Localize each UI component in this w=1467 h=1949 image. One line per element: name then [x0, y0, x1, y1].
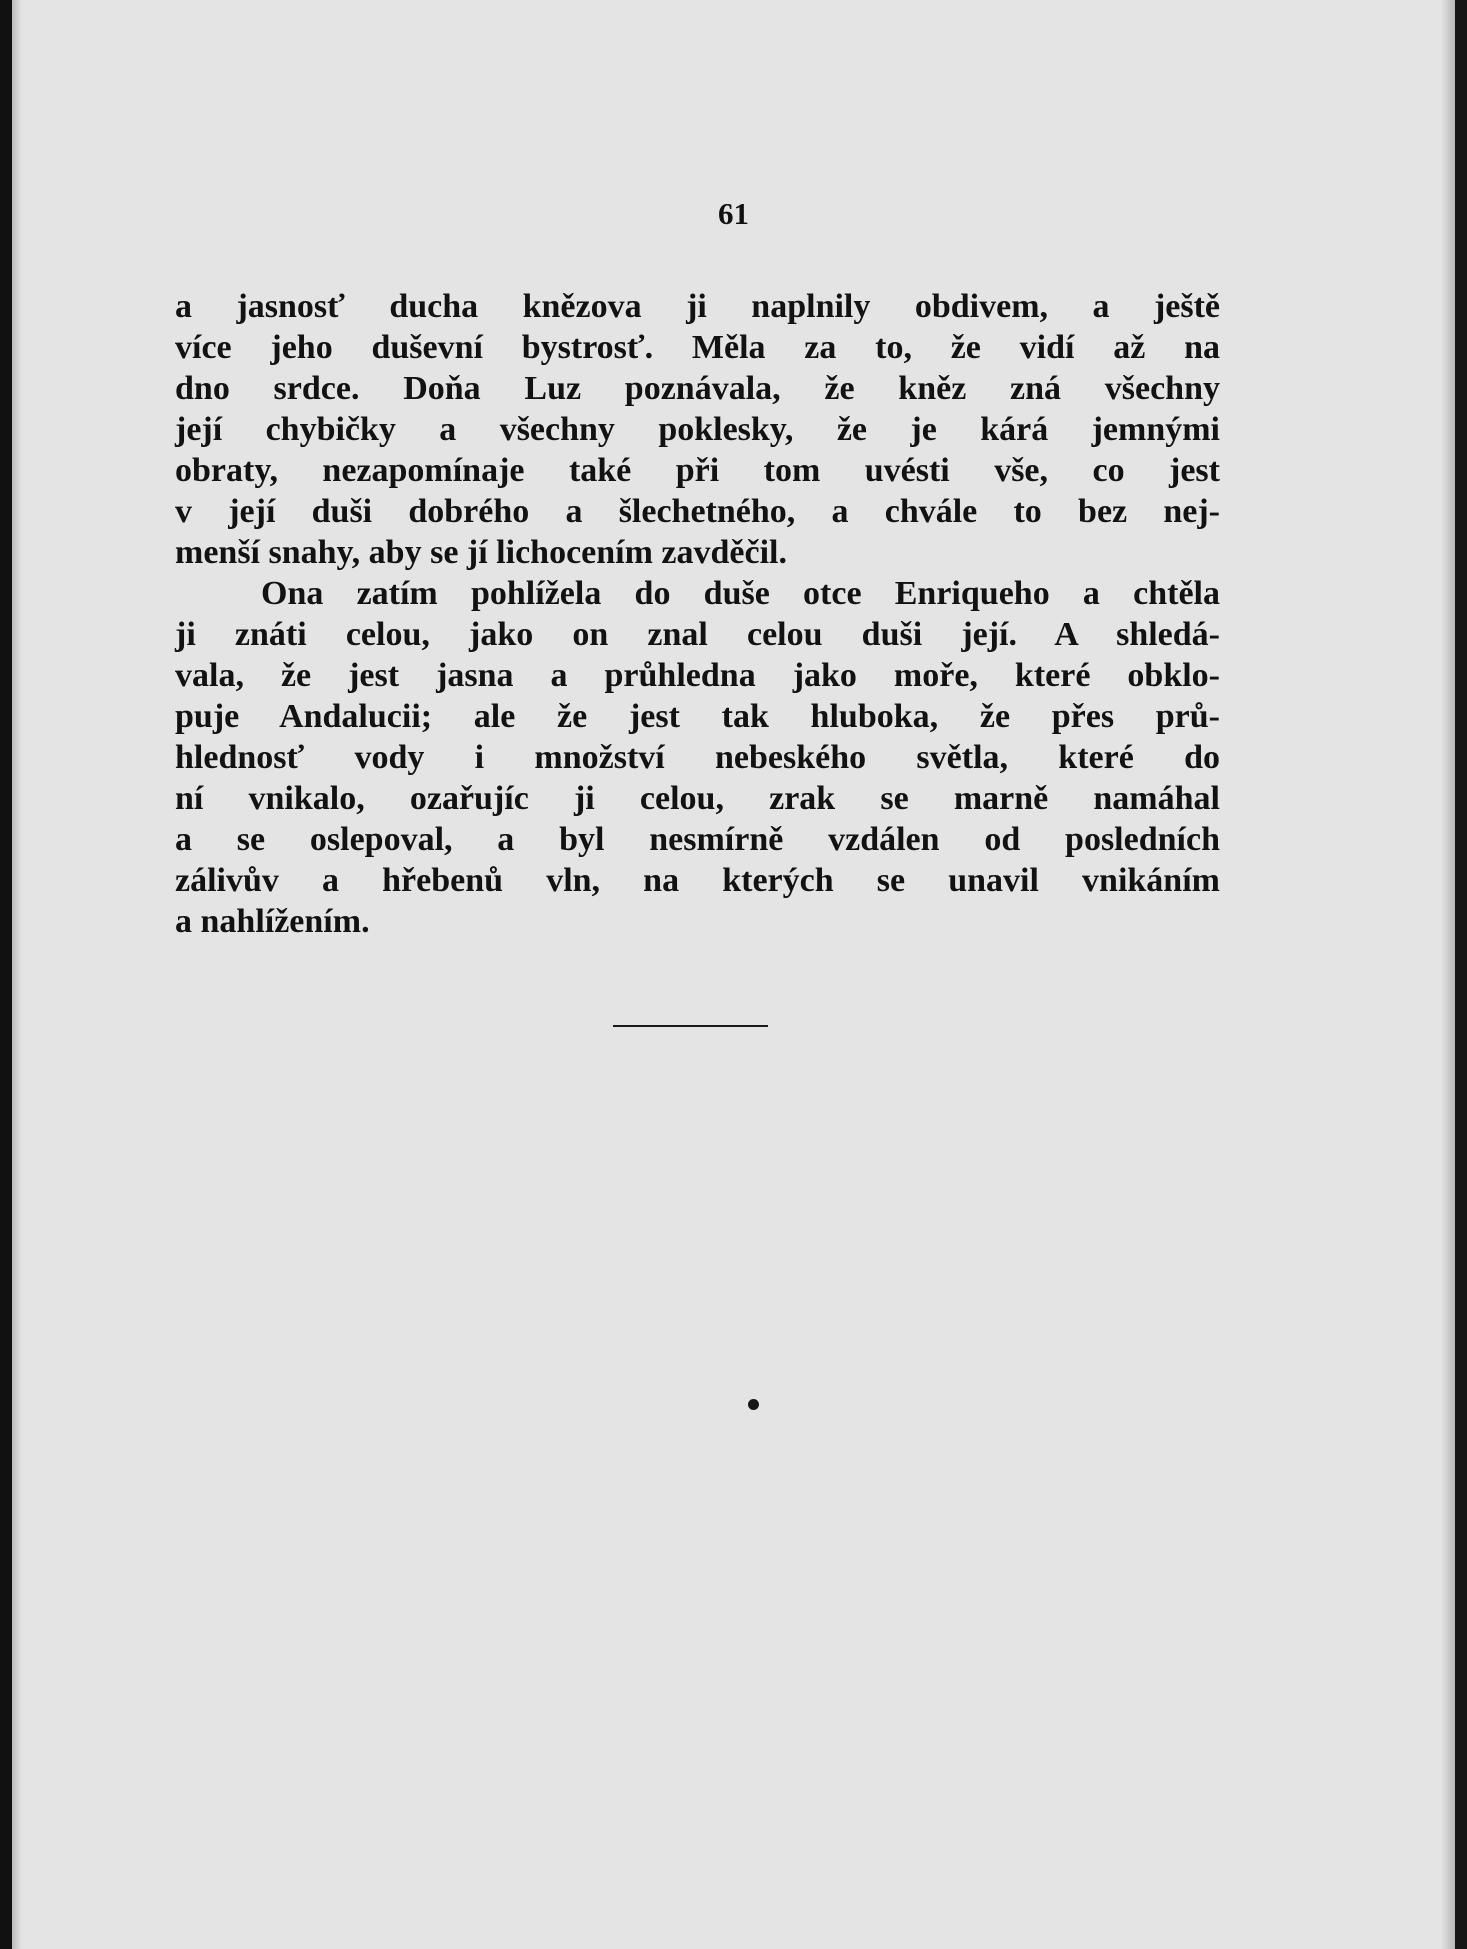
text-line: puje Andalucii; ale že jest tak hluboka, že přes prů-	[175, 698, 1220, 735]
paragraph-first-line: Ona zatím pohlížela do duše otce Enriqueho a chtěla	[261, 575, 1220, 612]
text-line: hlednosť vody i množství nebeského světla, které do	[175, 739, 1220, 776]
text-line: obraty, nezapomínaje také při tom uvésti vše, co jest	[175, 452, 1220, 489]
scan-right-edge	[1455, 0, 1467, 1949]
scan-left-edge	[0, 0, 12, 1949]
text-line: a nahlížením.	[175, 903, 370, 940]
text-line: menší snahy, aby se jí lichocením zavděčil.	[175, 534, 787, 571]
text-line: a se oslepoval, a byl nesmírně vzdálen od posledních	[175, 821, 1220, 858]
scan-left-shadow	[12, 0, 22, 1949]
scan-right-shadow	[1441, 0, 1455, 1949]
text-line: dno srdce. Doňa Luz poznávala, že kněz zná všechny	[175, 370, 1220, 407]
text-line: a jasnosť ducha knězova ji naplnily obdivem, a ještě	[175, 288, 1220, 325]
text-line: její chybičky a všechny poklesky, že je kárá jemnými	[175, 411, 1220, 448]
body-text	[175, 286, 1220, 942]
ink-speck	[748, 1399, 759, 1410]
text-line: ji znáti celou, jako on znal celou duši její. A shledá-	[175, 616, 1220, 653]
section-divider-rule	[613, 1025, 768, 1027]
text-line: vala, že jest jasna a průhledna jako moře, které obklo-	[175, 657, 1220, 694]
text-line: v její duši dobrého a šlechetného, a chvále to bez nej-	[175, 493, 1220, 530]
text-line: ní vnikalo, ozařujíc ji celou, zrak se marně namáhal	[175, 780, 1220, 817]
page-number: 61	[718, 196, 749, 231]
text-line: více jeho duševní bystrosť. Měla za to, že vidí až na	[175, 329, 1220, 366]
text-line: zálivův a hřebenů vln, na kterých se unavil vnikáním	[175, 862, 1220, 899]
